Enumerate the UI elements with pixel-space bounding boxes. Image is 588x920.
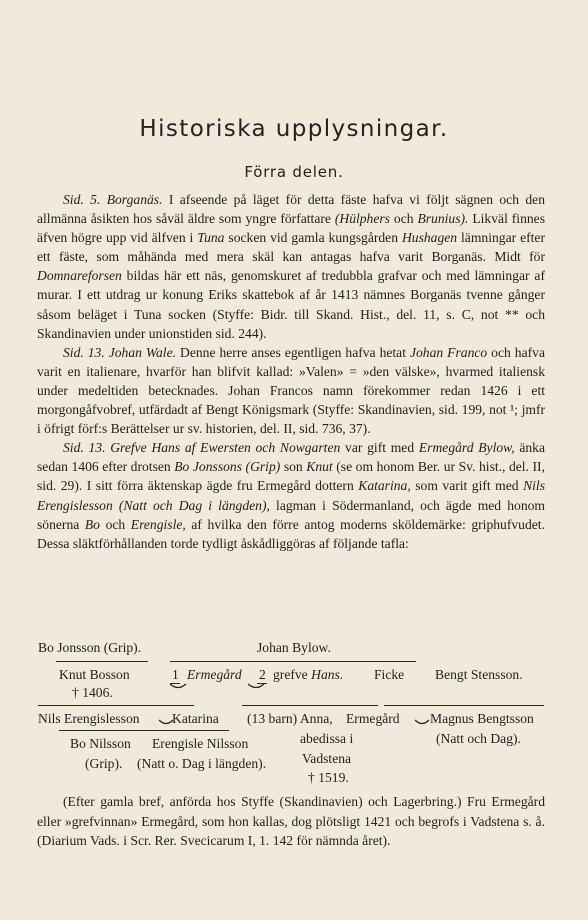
text-run: och (389, 211, 418, 227)
gen-abbess-1: abedissa i (300, 731, 354, 746)
line-johan-bylow-children (170, 661, 416, 662)
italic-run: Katarina, (358, 478, 411, 494)
italic-run: (Hülphers (334, 211, 390, 227)
text-run: Likväl finnes äfven högre upp vid älfven i (37, 211, 545, 246)
italic-run: Brunius). (417, 211, 469, 227)
text-run: I afseende på läget för detta fäste hafva vi följt sägnen och den allmänna åsikten hos såväl äldre som yngre författare (37, 192, 545, 227)
page-title: Historiska upplysningar. (139, 116, 449, 142)
italic-run: Bo Jonssons (Grip) (174, 459, 281, 475)
italic-run: Tuna (197, 230, 225, 246)
body-paragraph (37, 190, 545, 343)
text-run: lämningar efter ett fäste, som måhända med mera skäl kan antagas hafva varit Borganäs. Midt för (37, 230, 545, 265)
gen-erengisle-nilsson: Erengisle Nilsson (152, 736, 249, 751)
italic-run: Nils Erengislesson (Natt och Dag i längden), (37, 478, 545, 513)
line-katarina (38, 705, 194, 706)
text-run: Denne herre anses egentligen hafva hetat (176, 344, 410, 360)
gen-nils-erengislesson: Nils Erengislesson (38, 711, 140, 726)
text-run: son (280, 459, 307, 475)
italic-run: Domnareforsen (37, 268, 122, 284)
gen-bo-jonsson: Bo Jonsson (Grip). (38, 640, 142, 655)
gen-anna-death: † 1519. (308, 770, 349, 785)
italic-run: Sid. 13. Grefve Hans af Ewersten och Nowgarten (63, 440, 341, 456)
italic-run: Ermegård Bylow, (418, 440, 515, 456)
gen-knut-bosson: Knut Bosson (59, 667, 130, 682)
gen-bo-nilsson: Bo Nilsson (70, 736, 131, 751)
text-run: änka sedan 1406 efter drotsen (37, 440, 546, 475)
gen-bengt-stensson: Bengt Stensson. (435, 667, 523, 682)
text-run: socken vid gamla kungsgården (224, 230, 402, 246)
gen-abbess-2: Vadstena (302, 751, 352, 766)
text-run: lagman i Södermanland, och ägde med honom sönerna (37, 497, 545, 532)
gen-ermegard-number-1: 1 (172, 667, 179, 682)
body-text (37, 190, 545, 553)
footnote (37, 792, 545, 851)
gen-erengisle-family: (Natt o. Dag i längden). (137, 756, 267, 771)
gen-johan-bylow: Johan Bylow. (257, 640, 331, 655)
italic-run: Sid. 13. Johan Wale. (63, 344, 177, 360)
text-run: var gift med (340, 440, 419, 456)
italic-run: Knut (306, 459, 333, 475)
gen-grefve-hans: grefve Hans. (273, 667, 344, 682)
gen-magnus-bengtsson: Magnus Bengtsson (430, 711, 534, 726)
text-run: och (99, 516, 131, 532)
text-run: och hafva varit en italienare, hvarför han blifvit kallad: »Valen» = »den välske», hvarmed italiensk under medeltiden betecknades. Johan Francos namn förekommer redan 1426 i ett morgongåfvobref, utfärdadt af Bengt Königsmark (Styffe: Skandinavien, sid. 199, not ¹; jmfr i öfrigt förf:s Berättelser ur sv. historien, del. II, sid. 736, 37). (37, 344, 545, 437)
italic-run: Hushagen (401, 230, 458, 246)
line-katarina-children (59, 730, 229, 731)
line-ermegard-2 (384, 705, 544, 706)
marriage-arc-2 (246, 682, 286, 692)
body-paragraph (37, 343, 545, 438)
gen-katarina: Katarina (172, 711, 219, 726)
italic-run: Johan Franco (409, 344, 488, 360)
gen-bo-nilsson-family: (Grip). (85, 756, 123, 771)
gen-ermegard: Ermegård (187, 667, 242, 682)
italic-run: Erengisle, (130, 516, 186, 532)
body-paragraph (37, 438, 545, 553)
section-subtitle: Förra delen. (244, 163, 344, 181)
italic-run: Sid. 5. Borganäs. (63, 192, 163, 207)
gen-ermegard-number-2: 2 (259, 667, 266, 682)
footnote-paragraph: (Efter gamla bref, anförda hos Styffe (Skandinavien) och Lagerbring.) Fru Ermegård eller »grefvinnan» Ermegård, som hon kallas, dog plötsligt 1421 och begrofs i Vadstena s. å. (Diarium Vads. i Scr. Rer. Svecicarum I, 1. 142 för nämnda året). (37, 794, 545, 849)
gen-magnus-family: (Natt och Dag). (436, 731, 521, 746)
gen-knut-death: † 1406. (72, 685, 113, 700)
line-anna (242, 705, 378, 706)
gen-ficke: Ficke (374, 667, 405, 682)
text-run: (se om honom Ber. ur Sv. hist., del. II, sid. 29). I sitt förra äktenskap ägde fru Ermegård dottern (37, 459, 545, 494)
text-run: som varit gift med (410, 478, 524, 494)
text-run: af hvilka den förre antog moderns sköldemärke: griphufvudet. Dessa släktförhållanden torde tydligt åskådliggöras af följande tafla: (37, 516, 545, 551)
marriage-arc-1 (168, 682, 208, 692)
text-run: bildas här ett näs, genomskuret af tredubbla grafvar och med lämningar af murar. I ett utdrag ur konung Eriks skattebok af år 1413 nämnes Borganäs tvenne gånger såsom beläget i Tuna socken (Styffe: Bidr. till Skand. Hist., del. 11, s. C, not ** och Skandinavien under unionstiden sid. 244). (37, 268, 545, 341)
italic-run: Bo (84, 516, 100, 532)
gen-ermegard-2: Ermegård (346, 711, 400, 726)
line-bo-jonsson-children (56, 661, 148, 662)
gen-children-13: (13 barn) Anna, (247, 711, 333, 726)
